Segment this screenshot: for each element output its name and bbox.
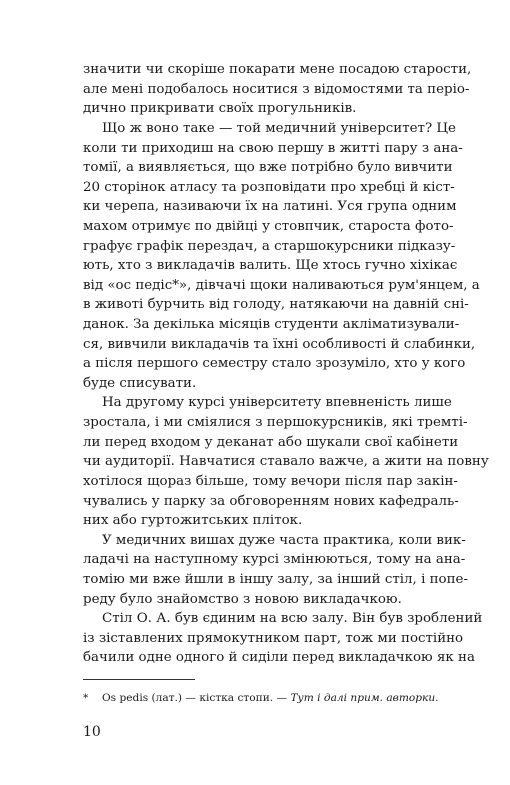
text-line: із зіставлених прямокутником парт, тож ми постійно [83, 630, 464, 646]
text-line: них або гуртожитських пліток. [83, 513, 303, 529]
paragraph-first-line: Що ж воно таке — той медичний університет? Це [102, 120, 456, 136]
text-line: ли перед входом у деканат або шукали свої кабінети [83, 434, 459, 450]
text-line: данок. За декілька місяців студенти акліматизували- [83, 317, 460, 332]
text-line: але мені подобалось носитися з відомостями та періо- [83, 81, 470, 97]
footnote [83, 690, 439, 706]
text-line: в животі бурчить від голоду, натякаючи на давній сні- [83, 297, 469, 313]
text-line: чувались у парку за обговоренням нових кафедраль- [83, 493, 459, 509]
footnote-text: Os pedis (лат.) — кісткa стопи. — [102, 692, 291, 704]
text-line: чи аудиторії. Навчатися ставало важче, а жити на повну [83, 454, 489, 470]
footnote-italic-text: Тут і далі прим. авторки. [290, 692, 439, 704]
text-line: від «ос педіс*», дівчачі щоки наливаються рум'янцем, а [83, 277, 480, 293]
page-number: 10 [83, 724, 101, 740]
text-line: ки черепа, називаючи їх на латині. Уся група одним [83, 199, 457, 215]
text-line: графує графік перездач, а старшокурсники підказу- [83, 238, 456, 254]
text-line: ся, вивчили викладачів та їхні особливості й слабинки, [83, 336, 476, 352]
footnote-divider [83, 679, 195, 680]
footnote-mark: * [83, 692, 89, 704]
paragraph-first-line: На другому курсі університету впевненість лише [102, 395, 452, 411]
text-line: бачили одне одного й сиділи перед викладачкою як на [83, 650, 475, 666]
text-line: значити чи скоріше покарати мене посадою старости, [83, 62, 472, 77]
text-line: а після першого семестру стало зрозуміло, хто у кого [83, 356, 466, 372]
text-line: томію ми вже йшли в іншу залу, за інший стіл, і попе- [83, 571, 468, 587]
text-line: ють, хто з викладачів валить. Ще хтось гучно хіхікає [83, 258, 458, 274]
text-line: коли ти приходиш на свою першу в житті пару з ана- [83, 140, 463, 156]
text-line: томії, а виявляється, що вже потрібно було вивчити [83, 160, 453, 176]
paragraph-first-line: У медичних вишах дуже часта практика, коли вик- [102, 532, 466, 548]
text-line: дично прикривати своїх прогульників. [83, 101, 357, 117]
text-line: махом отримує по двійці у стовпчик, староста фото- [83, 218, 454, 234]
text-line: буде списувати. [83, 375, 197, 391]
text-line: хотілося щораз більше, тому вечори після пар закін- [83, 473, 458, 489]
text-line: зростала, і ми сміялися з першокурсників, які тремті- [83, 415, 468, 430]
text-line: реду було знайомство з новою викладачкою. [83, 591, 402, 607]
paragraph-first-line: Стіл О. А. був єдиним на всю залу. Він був зроблений [102, 611, 483, 627]
text-line: 20 сторінок атласу та розповідати про хребці й кіст- [83, 179, 455, 195]
text-line: ладачі на наступному курсі змінюються, тому на ана- [83, 552, 466, 568]
